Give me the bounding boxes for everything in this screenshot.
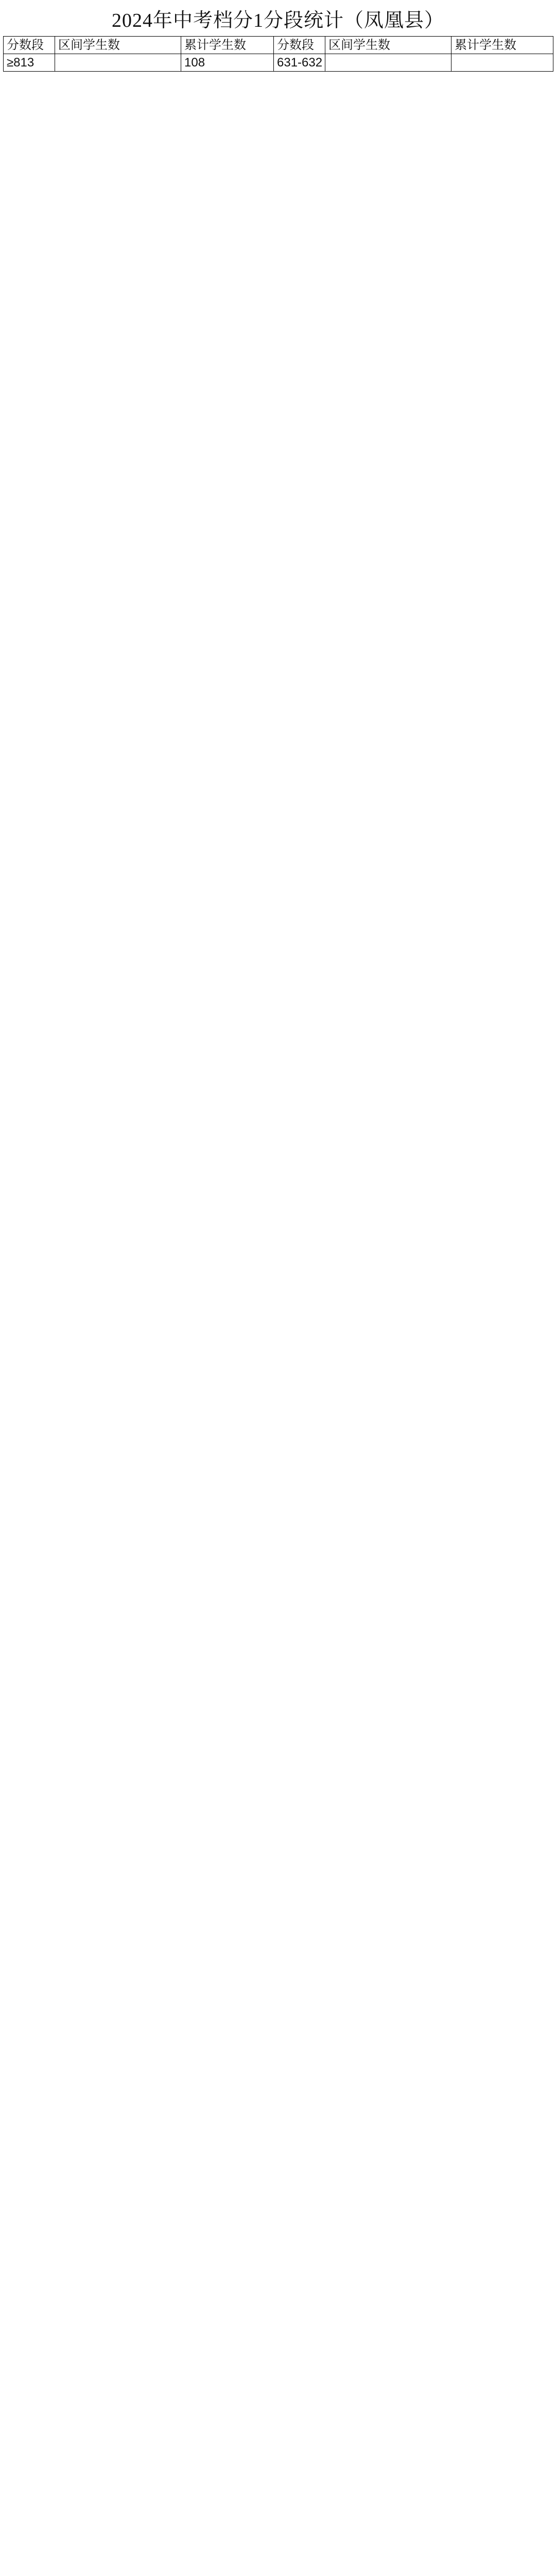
score-range-right-cell: 631-632 bbox=[274, 54, 325, 72]
interval-count-right-cell bbox=[325, 54, 451, 72]
score-range-left-cell: ≥813 bbox=[4, 54, 55, 72]
col-header-interval-count-left: 区间学生数 bbox=[55, 37, 181, 54]
cumulative-count-left-cell: 108 bbox=[181, 54, 274, 72]
interval-count-left-cell bbox=[55, 54, 181, 72]
col-header-cumulative-count-left: 累计学生数 bbox=[181, 37, 274, 54]
table-row bbox=[4, 54, 553, 72]
col-header-interval-count-right: 区间学生数 bbox=[325, 37, 451, 54]
page-title: 2024年中考档分1分段统计（凤凰县） bbox=[111, 9, 444, 31]
col-header-score-range-left: 分数段 bbox=[4, 37, 55, 54]
cumulative-count-right-cell bbox=[451, 54, 553, 72]
table-header-row bbox=[4, 37, 553, 54]
col-header-cumulative-count-right: 累计学生数 bbox=[451, 37, 553, 54]
col-header-score-range-right: 分数段 bbox=[274, 37, 325, 54]
score-table bbox=[3, 36, 553, 72]
